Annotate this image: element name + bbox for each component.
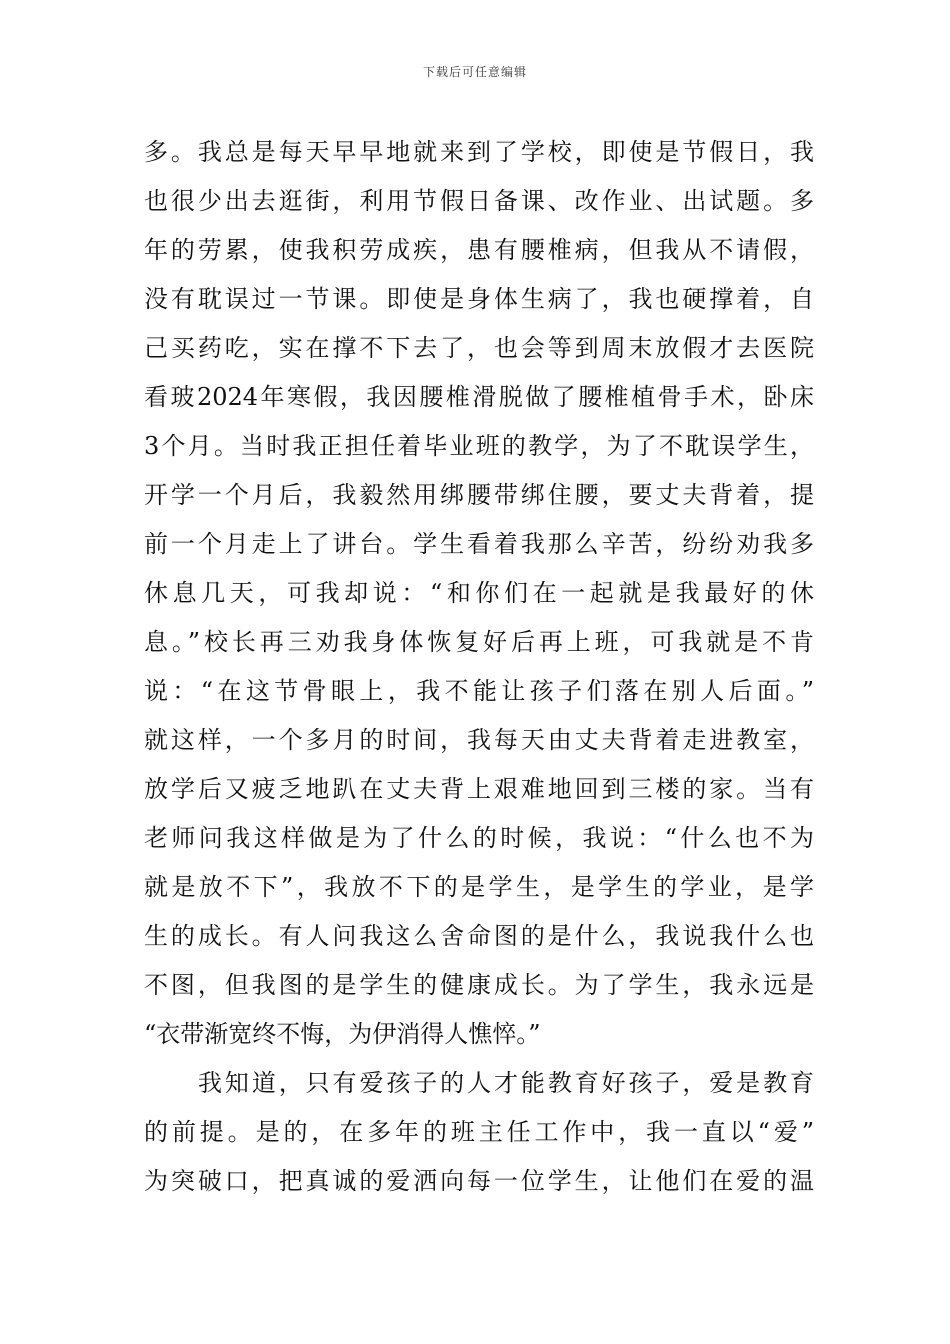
document-body (144, 128, 814, 1206)
text-line: 多。我总是每天早早地就来到了学校，即使是节假日，我 (144, 138, 814, 166)
text-line: 也很少出去逛街，利用节假日备课、改作业、出试题。多 (144, 187, 814, 215)
text-line: 就是放不下”，我放不下的是学生，是学生的学业，是学 (144, 873, 814, 901)
text-line: 说：“在这节骨眼上，我不能让孩子们落在别人后面。” (144, 677, 814, 705)
text-line: 年的劳累，使我积劳成疾，患有腰椎病，但我从不请假， (144, 236, 814, 264)
text-line: 休息几天，可我却说：“和你们在一起就是我最好的休 (144, 579, 814, 607)
text-line: 老师问我这样做是为了什么的时候，我说：“什么也不为 (144, 824, 814, 852)
text-line: 息。”校长再三劝我身体恢复好后再上班，可我就是不肯 (144, 628, 814, 656)
text-line: 放学后又疲乏地趴在丈夫背上艰难地回到三楼的家。当有 (144, 775, 814, 803)
page-header: 下载后可任意编辑 (422, 65, 527, 79)
text-line: 3个月。当时我正担任着毕业班的教学，为了不耽误学生， (144, 432, 814, 460)
paragraph (144, 1059, 814, 1206)
text-line: 己买药吃，实在撑不下去了，也会等到周末放假才去医院 (144, 334, 814, 362)
text-line: 没有耽误过一节课。即使是身体生病了，我也硬撑着，自 (144, 285, 814, 313)
text-line: 开学一个月后，我毅然用绑腰带绑住腰，要丈夫背着，提 (144, 481, 814, 509)
paragraph (144, 128, 814, 1059)
text-line: “衣带渐宽终不悔，为伊消得人憔悴。” (144, 1020, 541, 1048)
text-line: 生的成长。有人问我这么舍命图的是什么，我说我什么也 (144, 922, 814, 950)
text-line: 看玻2024年寒假，我因腰椎滑脱做了腰椎植骨手术，卧床 (144, 383, 814, 411)
text-line: 的前提。是的，在多年的班主任工作中，我一直以“爱” (144, 1118, 814, 1146)
text-line: 不图，但我图的是学生的健康成长。为了学生，我永远是 (144, 971, 814, 999)
text-line: 就这样，一个多月的时间，我每天由丈夫背着走进教室， (144, 726, 814, 754)
text-line: 前一个月走上了讲台。学生看着我那么辛苦，纷纷劝我多 (144, 530, 814, 558)
text-line: 为突破口，把真诚的爱洒向每一位学生，让他们在爱的温 (144, 1167, 814, 1195)
text-line: 我知道，只有爱孩子的人才能教育好孩子，爱是教育 (198, 1069, 814, 1097)
